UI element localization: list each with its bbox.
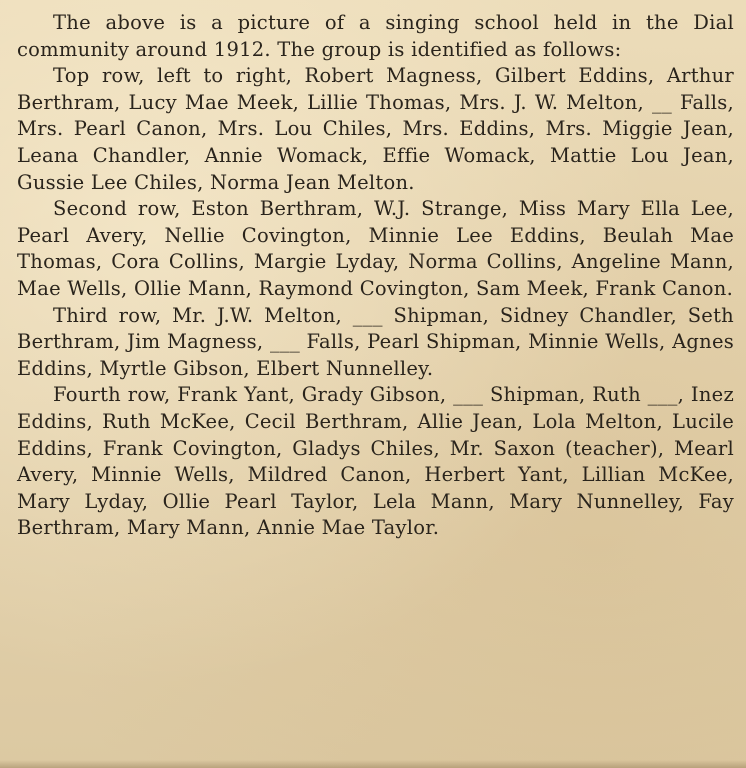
paper-bottom-edge xyxy=(0,760,746,768)
third-row-names: Third row, Mr. J.W. Melton, ___ Shipman, Sidney Chandler, Seth Berthram, Jim Magness, ___ Falls, Pearl Shipman, Minnie Wells, Agnes Eddins, Myrtle Gibson, Elbert Nunnelley. xyxy=(17,303,734,380)
fourth-row-names: Fourth row, Frank Yant, Grady Gibson, ___ Shipman, Ruth ___, Inez Eddins, Ruth McKee, Cecil Berthram, Allie Jean, Lola Melton, Lucile Eddins, Frank Covington, Gladys Chiles, Mr. Saxon (teacher), Mearl Avery, Minnie Wells, Mildred Canon, Herbert Yant, Lillian McKee, Mary Lyday, Ollie Pearl Taylor, Lela Mann, Mary Nunnelley, Fay Berthram, Mary Mann, Annie Mae Taylor. xyxy=(17,383,734,540)
top-row-names: Top row, left to right, Robert Magness, Gilbert Eddins, Arthur Berthram, Lucy Mae Meek, Lillie Thomas, Mrs. J. W. Melton, __ Falls, Mrs. Pearl Canon, Mrs. Lou Chiles, Mrs. Eddins, Mrs. Miggie Jean, Leana Chandler, Annie Womack, Effie Womack, Mattie Lou Jean, Gussie Lee Chiles, Norma Jean Melton. xyxy=(17,64,734,194)
second-row-names: Second row, Eston Berthram, W.J. Strange, Miss Mary Ella Lee, Pearl Avery, Nellie Covington, Minnie Lee Eddins, Beulah Mae Thomas, Cora Collins, Margie Lyday, Norma Collins, Angeline Mann, Mae Wells, Ollie Mann, Raymond Covington, Sam Meek, Frank Canon. xyxy=(17,197,734,300)
caption-intro: The above is a picture of a singing school held in the Dial community around 1912. The group is identified as follows: xyxy=(17,11,734,61)
